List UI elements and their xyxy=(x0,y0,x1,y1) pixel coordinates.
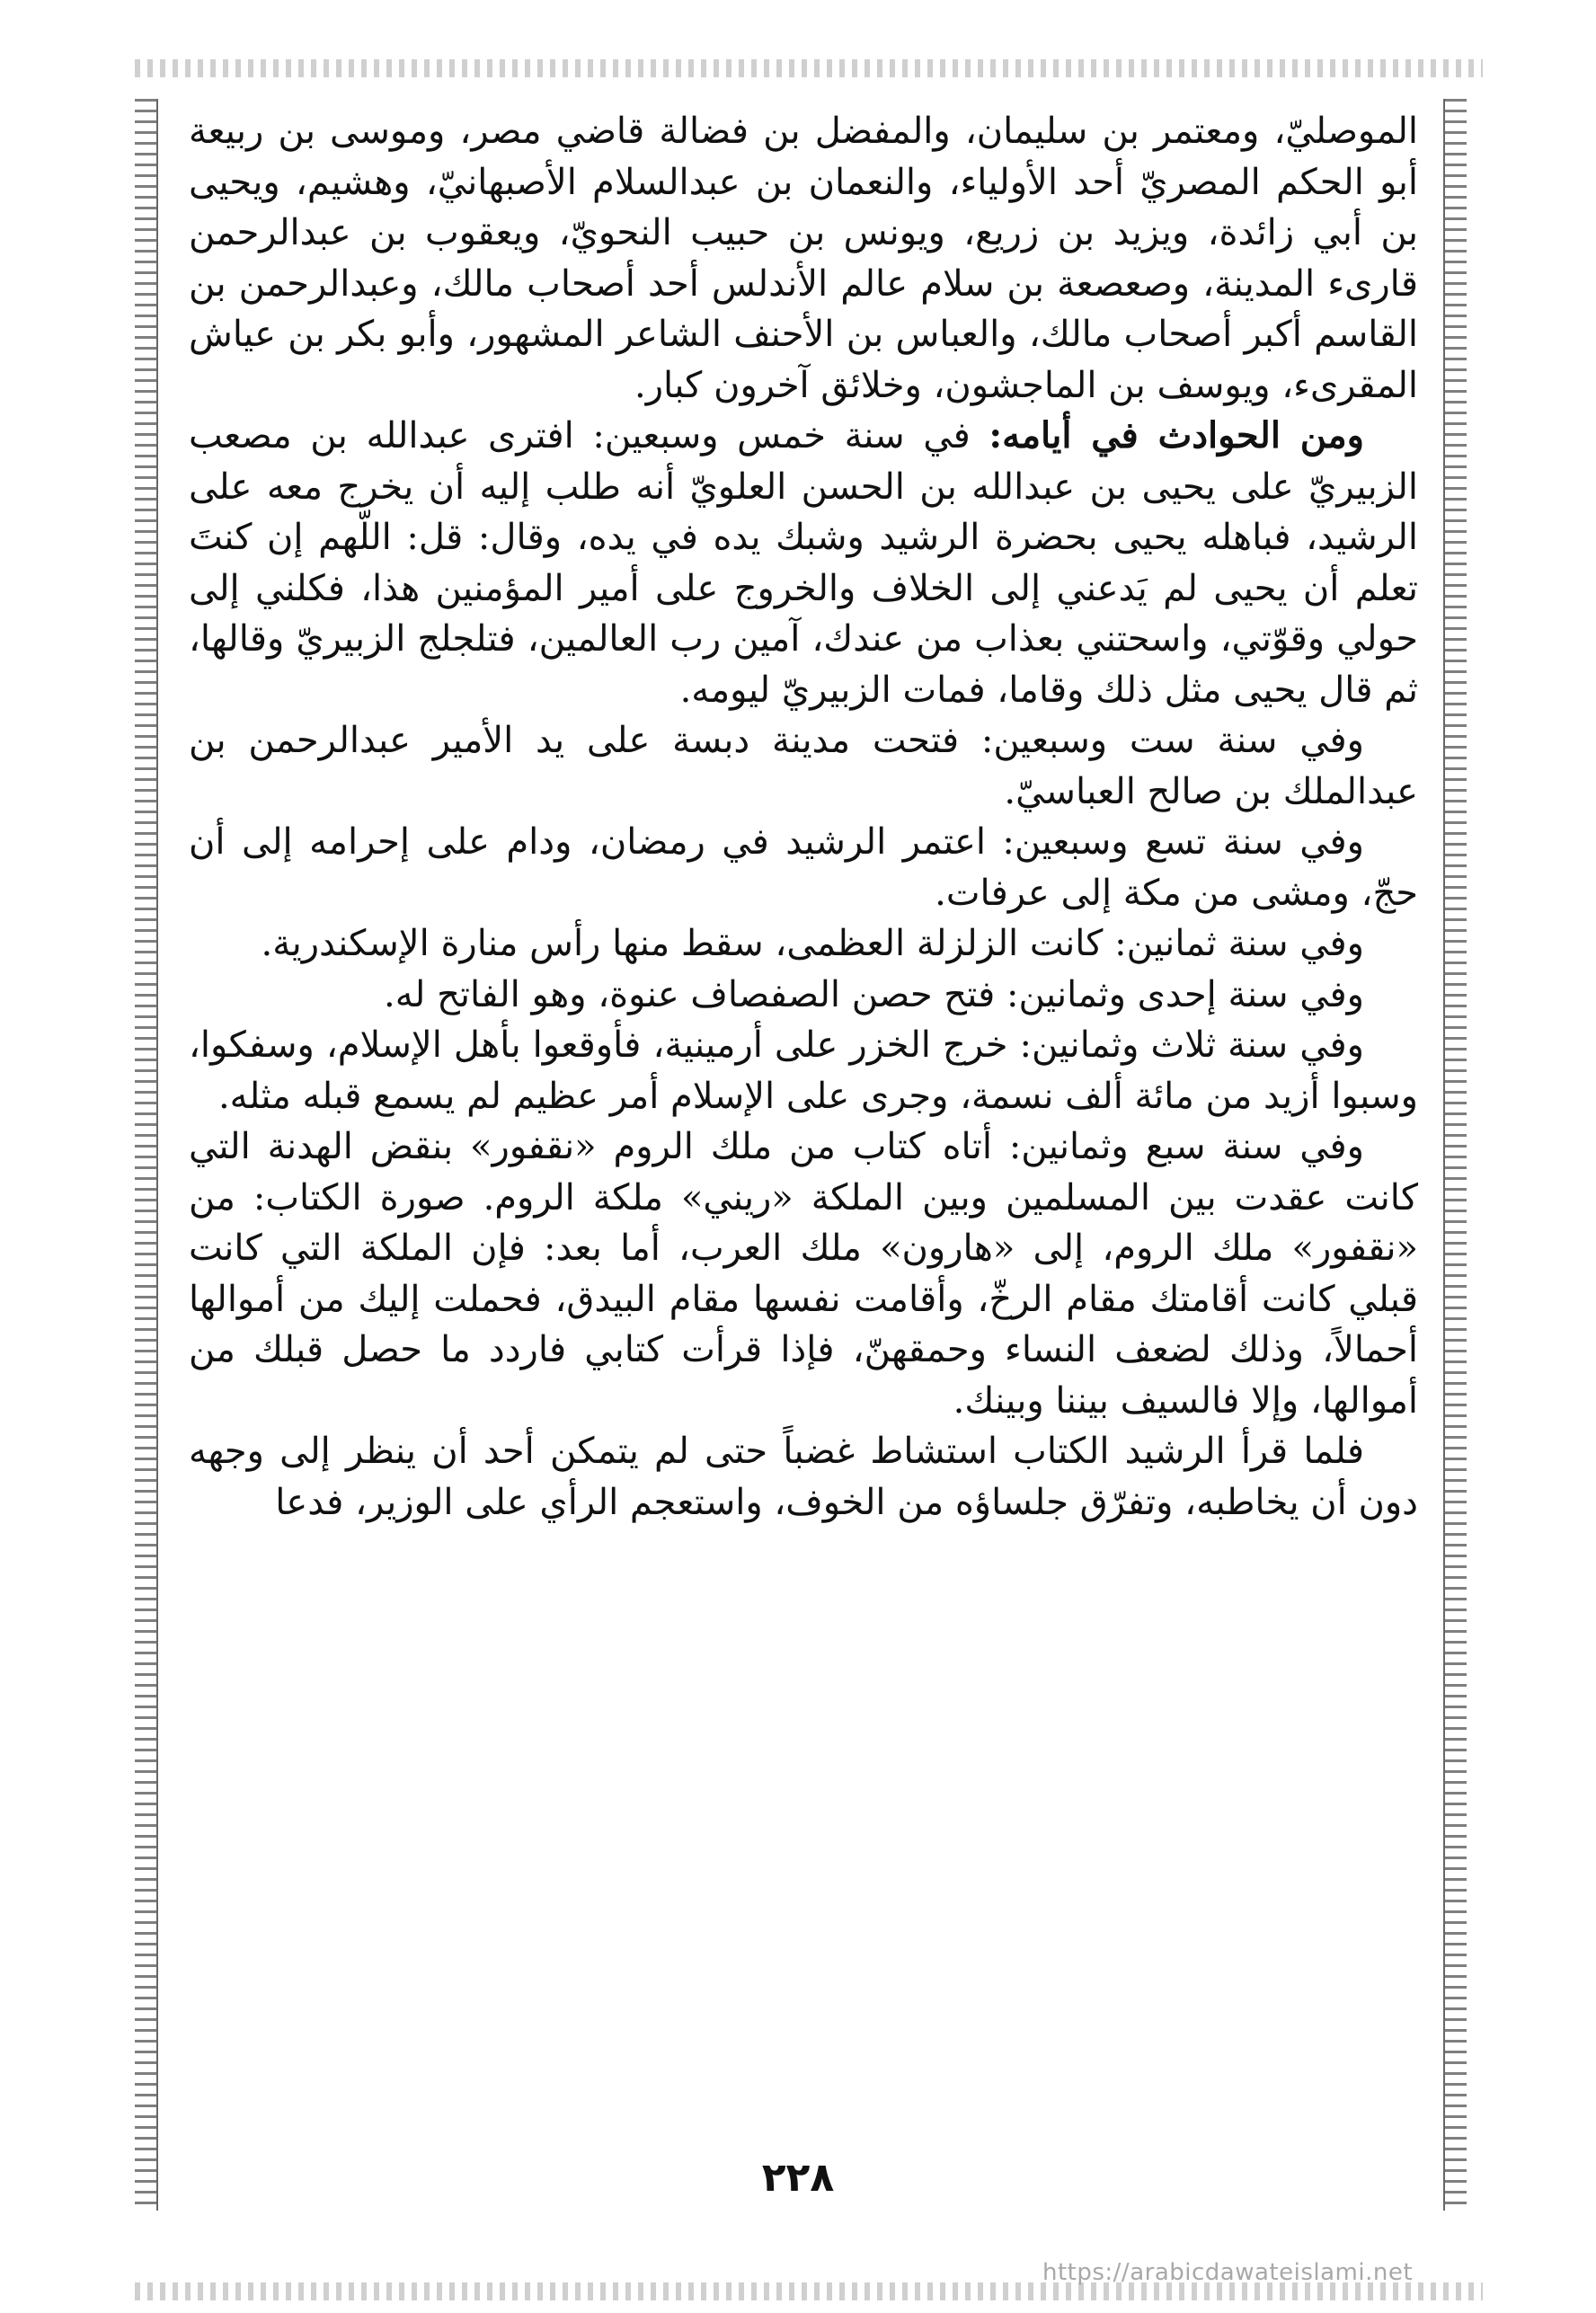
paragraph-2 xyxy=(189,411,1418,715)
paragraph-6-text: وفي سنة إحدى وثمانين: فتح حصن الصفصاف عنوة، وهو الفاتح له. xyxy=(384,973,1364,1015)
paragraph-9-text: فلما قرأ الرشيد الكتاب استشاط غضباً حتى لم يتمكن أحد أن ينظر إلى وجهه دون أن يخاطبه، وتفرّق جلساؤه من الخوف، واستعجم الرأي على الوزير، فدعا xyxy=(189,1431,1418,1523)
paragraph-1-text: الموصليّ، ومعتمر بن سليمان، والمفضل بن فضالة قاضي مصر، وموسى بن ربيعة أبو الحكم المصريّ أحد الأولياء، والنعمان بن عبدالسلام الأصبهانيّ، وهشيم، ويحيى بن أبي زائدة، ويزيد بن زريع، ويونس بن حبيب النحويّ، ويعقوب بن عبدالرحمن قارىء المدينة، وصعصعة بن سلام عالم الأندلس أحد أصحاب مالك، وعبدالرحمن بن القاسم أكبر أصحاب مالك، والعباس بن الأحنف الشاعر المشهور، وأبو بكر بن عياش المقرىء، ويوسف بن الماجشون، وخلائق آخرون كبار. xyxy=(189,111,1418,406)
paragraph-4-text: وفي سنة تسع وسبعين: اعتمر الرشيد في رمضان، ودام على إحرامه إلى أن حجّ، ومشى من مكة إلى عرفات. xyxy=(189,821,1418,914)
paragraph-8-text: وفي سنة سبع وثمانين: أتاه كتاب من ملك الروم «نقفور» بنقض الهدنة التي كانت عقدت بين المسلمين وبين الملكة «ريني» ملكة الروم. صورة الكتاب: من «نقفور» ملك الروم، إلى «هارون» ملك العرب، أما بعد: فإن الملكة التي كانت قبلي كانت أقامتك مقام الرخّ، وأقامت نفسها مقام البيدق، فحملت إليك من أموالها أحمالاً، وذلك لضعف النساء وحمقهنّ، فإذا قرأت كتابي فاردد ما حصل قبلك من أموالها، وإلا فالسيف بيننا وبينك. xyxy=(189,1126,1419,1422)
watermark-url: https://arabicdawateislami.net xyxy=(1042,2259,1414,2286)
section-heading-events: ومن الحوادث في أيامه: xyxy=(989,414,1364,456)
paragraph-4 xyxy=(189,817,1418,918)
page-border-top xyxy=(135,59,1483,77)
paragraph-5-text: وفي سنة ثمانين: كانت الزلزلة العظمى، سقط منها رأس منارة الإسكندرية. xyxy=(261,923,1364,964)
paragraph-3 xyxy=(189,715,1418,817)
paragraph-6 xyxy=(189,970,1418,1021)
page-border-left xyxy=(135,99,158,2211)
paragraph-8 xyxy=(189,1121,1418,1426)
paragraph-7 xyxy=(189,1020,1418,1121)
page-border-right xyxy=(1443,99,1467,2211)
paragraph-1 xyxy=(189,106,1418,411)
paragraph-7-text: وفي سنة ثلاث وثمانين: خرج الخزر على أرمينية، فأوقعوا بأهل الإسلام، وسفكوا، وسبوا أزيد من مائة ألف نسمة، وجرى على الإسلام أمر عظيم لم يسمع قبله مثله. xyxy=(189,1024,1418,1117)
paragraph-2-text: في سنة خمس وسبعين: افترى عبدالله بن مصعب الزبيريّ على يحيى بن عبدالله بن الحسن العلويّ أنه طلب إليه أن يخرج معه على الرشيد، فباهله يحيى بحضرة الرشيد وشبك يده في يده، وقال: قل: اللّهم إن كنتَ تعلم أن يحيى لم يَدعني إلى الخلاف والخروج على أمير المؤمنين هذا، فكلني إلى حولي وقوّتي، واسحتني بعذاب من عندك، آمين رب العالمين، فتلجلج الزبيريّ وقالها، ثم قال يحيى مثل ذلك وقاما، فمات الزبيريّ ليومه. xyxy=(189,415,1418,711)
paragraph-3-text: وفي سنة ست وسبعين: فتحت مدينة دبسة على يد الأمير عبدالرحمن بن عبدالملك بن صالح العباسيّ. xyxy=(189,720,1418,812)
page-body xyxy=(189,106,1418,1528)
paragraph-5 xyxy=(189,918,1418,970)
page-number: ٢٢٨ xyxy=(761,2155,835,2201)
paragraph-9 xyxy=(189,1426,1418,1528)
